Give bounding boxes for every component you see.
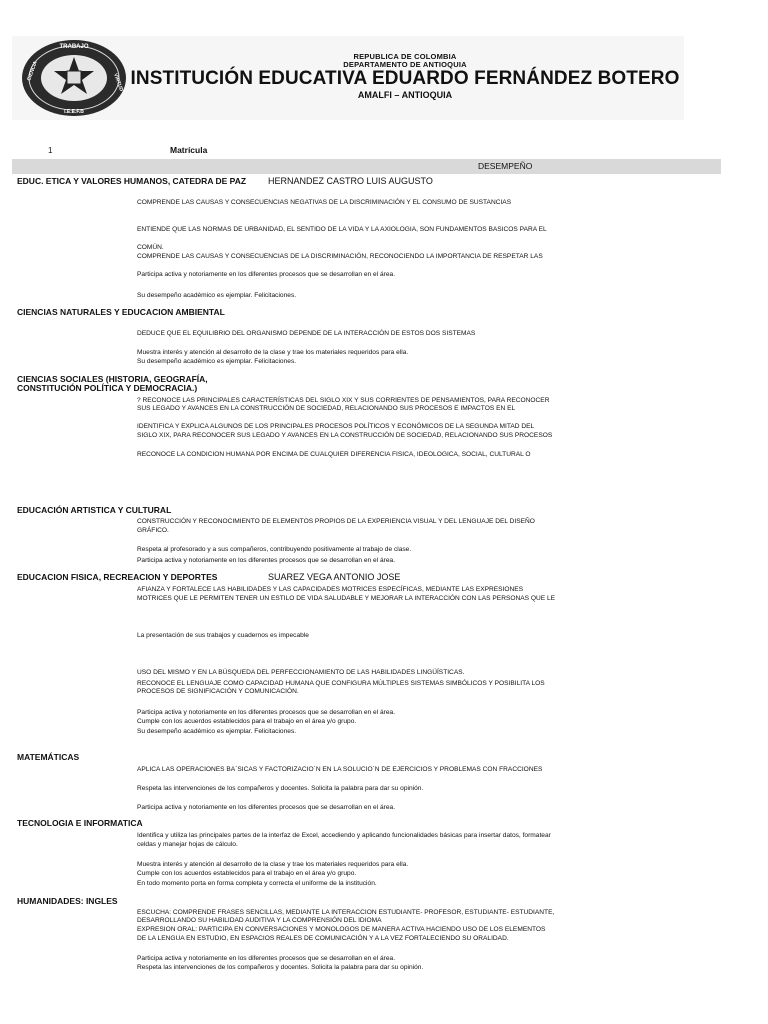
performance-line: COMPRENDE LAS CAUSAS Y CONSECUENCIAS DE LA DISCRIMINACIÓN, RECONOCIENDO LA IMPORTANCIA DE RESPETAR LAS <box>137 253 543 260</box>
subject-name: CIENCIAS NATURALES Y EDUCACION AMBIENTAL <box>17 307 225 317</box>
performance-line: Participa activa y notoriamente en los diferentes procesos que se desarrollan en el área. <box>137 271 396 278</box>
subject-name-continued: CONSTITUCIÓN POLÍTICA Y DEMOCRACIA.) <box>17 383 198 393</box>
performance-line: ENTIENDE QUE LAS NORMAS DE URBANIDAD, EL SENTIDO DE LA VIDA Y LA AXIOLOGIA, SON FUNDAMENTOS BASICOS PARA EL <box>137 226 547 233</box>
performance-line: EXPRESION ORAL: PARTICIPA EN CONVERSACIONES Y MONOLOGOS DE MANERA ACTIVA HACIENDO USO DE LOS ELEMENTOS <box>137 926 546 933</box>
record-number: 1 <box>48 146 53 155</box>
performance-line: Identifica y utiliza las principales partes de la interfaz de Excel, accediendo y aplicando funcionalidades básicas para insertar datos, formatear <box>137 832 551 839</box>
subject-name: EDUCACIÓN ARTISTICA Y CULTURAL <box>17 505 172 515</box>
logo-bottom-text: I.E.E.F.B <box>64 109 84 115</box>
performance-line: En todo momento porta en forma completa y correcta el uniforme de la institución. <box>137 880 377 887</box>
performance-line: Su desempeño académico es ejemplar. Felicitaciones. <box>137 358 297 365</box>
performance-line: COMÚN. <box>137 244 164 251</box>
teacher-name: SUAREZ VEGA ANTONIO JOSE <box>268 572 401 582</box>
subject-name: EDUCACION FISICA, RECREACION Y DEPORTES <box>17 572 218 582</box>
performance-line: DEDUCE QUE EL EQUILIBRIO DEL ORGANISMO DEPENDE DE LA INTERACCIÓN DE ESTOS DOS SISTEMAS <box>137 330 476 337</box>
performance-line: ESCUCHA: COMPRENDE FRASES SENCILLAS, MEDIANTE LA INTERACCION ESTUDIANTE- PROFESOR, ESTUDIANTE- ESTUDIANTE, <box>137 909 555 916</box>
performance-line: Cumple con los acuerdos establecidos para el trabajo en el área y/o grupo. <box>137 718 357 725</box>
performance-line: ? RECONOCE LAS PRINCIPALES CARACTERÍSTICAS DEL SIGLO XIX Y SUS CORRIENTES DE PENSAMIENTOS, PARA RECONOCER <box>137 397 550 404</box>
performance-line: RECONOCE LA CONDICION HUMANA POR ENCIMA DE CUALQUIER DIFERENCIA FISICA, IDEOLOGICA, SOCIAL, CULTURAL O <box>137 451 531 458</box>
institution-title: INSTITUCIÓN EDUCATIVA EDUARDO FERNÁNDEZ BOTERO <box>130 68 680 89</box>
performance-line: Respeta las intervenciones de los compañeros y docentes. Solicita la palabra para dar su opinión. <box>137 785 424 792</box>
performance-line: COMPRENDE LAS CAUSAS Y CONSECUENCIAS NEGATIVAS DE LA DISCRIMINACIÓN Y EL CONSUMO DE SUSTANCIAS <box>137 199 512 206</box>
matricula-label: Matrícula <box>170 145 208 155</box>
performance-line: Su desempeño académico es ejemplar. Felicitaciones. <box>137 292 297 299</box>
performance-line: DE LA LENGUA EN ESTUDIO, EN ESPACIOS REALES DE COMUNICACIÓN Y A LA VEZ FORTALECIENDO SU ORALIDAD. <box>137 935 509 942</box>
performance-line: Cumple con los acuerdos establecidos para el trabajo en el área y/o grupo. <box>137 870 357 877</box>
subject-name: CIENCIAS SOCIALES (HISTORIA, GEOGRAFÍA, <box>17 374 208 384</box>
performance-line: CONSTRUCCIÓN Y RECONOCIMIENTO DE ELEMENTOS PROPIOS DE LA EXPERIENCIA VISUAL Y DEL LENGUAJE DEL DISEÑO <box>137 518 535 525</box>
teacher-name: HERNANDEZ CASTRO LUIS AUGUSTO <box>268 176 433 186</box>
performance-line: GRÁFICO. <box>137 527 169 534</box>
school-crest-icon <box>20 38 128 118</box>
location-line: AMALFI – ANTIOQUIA <box>357 90 453 100</box>
performance-line: SUS LEGADO Y AVANCES EN LA CONSTRUCCIÓN DE SOCIEDAD, RELACIONANDO SUS PROCESOS E IMPACTOS EN EL <box>137 405 516 412</box>
subject-name: MATEMÁTICAS <box>17 752 80 762</box>
logo-right-text: VIRTUD <box>112 72 125 93</box>
performance-line: Participa activa y notoriamente en los diferentes procesos que se desarrollan en el área. <box>137 709 396 716</box>
performance-line: RECONOCE EL LENGUAJE COMO CAPACIDAD HUMANA QUE CONFIGURA MÚLTIPLES SISTEMAS SIMBÓLICOS Y POSIBILITA LOS <box>137 680 545 687</box>
performance-line: SIGLO XIX, PARA RECONOCER SUS LEGADO Y AVANCES EN LA CONSTRUCCIÓN DE SOCIEDAD, RELACIONANDO SUS PROCESOS <box>137 432 553 439</box>
department-line: DEPARTAMENTO DE ANTIOQUIA <box>343 60 467 69</box>
performance-line: APLICA LAS OPERACIONES BA´SICAS Y FACTORIZACIO´N EN LA SOLUCIO´N DE EJERCICIOS Y PROBLEMAS CON FRACCIONES <box>137 766 543 773</box>
desempeno-label: DESEMPEÑO <box>478 161 533 171</box>
performance-line: Muestra interés y atención al desarrollo de la clase y trae los materiales requeridos para ella. <box>137 861 409 868</box>
performance-line: AFIANZA Y FORTALECE LAS HABILIDADES Y LAS CAPACIDADES MOTRICES ESPECÍFICAS, MEDIANTE LAS EXPRESIONES <box>137 586 524 593</box>
performance-line: PROCESOS DE SIGNIFICACIÓN Y COMUNICACIÓN. <box>137 688 299 695</box>
desempeno-bar <box>12 159 721 174</box>
subject-name: HUMANIDADES: INGLES <box>17 896 118 906</box>
country-line: REPUBLICA DE COLOMBIA <box>353 52 457 61</box>
performance-line: Respeta al profesorado y a sus compañeros, contribuyendo positivamente al trabajo de clase. <box>137 546 412 553</box>
logo-left-text: CIENCIA <box>26 60 39 82</box>
performance-line: USO DEL MISMO Y EN LA BÚSQUEDA DEL PERFECCIONAMIENTO DE LAS HABILIDADES LINGÜÍSTICAS. <box>137 669 465 676</box>
performance-line: celdas y manejar hojas de cálculo. <box>137 841 238 848</box>
performance-line: Participa activa y notoriamente en los diferentes procesos que se desarrollan en el área. <box>137 804 396 811</box>
performance-line: MOTRICES QUE LE PERMITEN TENER UN ESTILO DE VIDA SALUDABLE Y MEJORAR LA INTERACCIÓN CON LAS PERSONAS QUE LE <box>137 595 556 602</box>
performance-line: Participa activa y notoriamente en los diferentes procesos que se desarrollan en el área. <box>137 955 396 962</box>
performance-line: Respeta las intervenciones de los compañeros y docentes. Solicita la palabra para dar su opinión. <box>137 964 424 971</box>
performance-line: DESARROLLANDO SU HABILIDAD AUDITIVA Y LA COMPRENSIÓN DEL IDIOMA <box>137 917 382 924</box>
logo-top-text: TRABAJO <box>59 44 89 50</box>
performance-line: IDENTIFICA Y EXPLICA ALGUNOS DE LOS PRINCIPALES PROCESOS POLÍTICOS Y ECONÓMICOS DE LA SEGUNDA MITAD DEL <box>137 423 535 430</box>
performance-line: Participa activa y notoriamente en los diferentes procesos que se desarrollan en el área. <box>137 557 396 564</box>
performance-line: Muestra interés y atención al desarrollo de la clase y trae los materiales requeridos para ella. <box>137 349 409 356</box>
performance-line: La presentación de sus trabajos y cuadernos es impecable <box>137 632 309 639</box>
subject-name: TECNOLOGIA E INFORMATICA <box>17 818 143 828</box>
performance-line: Su desempeño académico es ejemplar. Felicitaciones. <box>137 728 297 735</box>
subject-name: EDUC. ETICA Y VALORES HUMANOS, CATEDRA DE PAZ <box>17 176 247 186</box>
